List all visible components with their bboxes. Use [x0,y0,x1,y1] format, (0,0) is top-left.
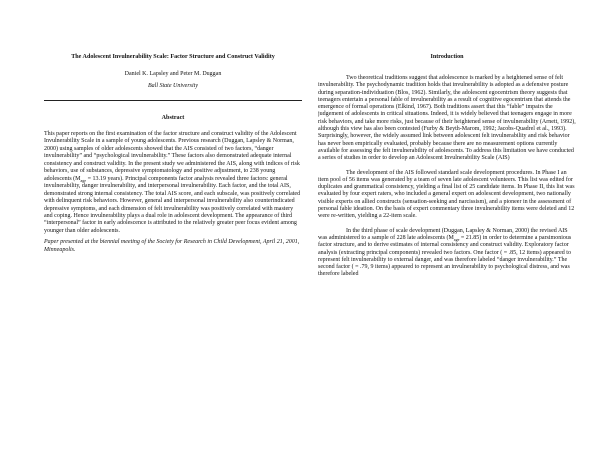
introduction-heading: Introduction [430,54,464,60]
left-page [44,0,302,464]
abstract-text [44,131,302,235]
right-page [318,0,576,464]
affiliation: Ball State University [148,83,198,89]
paper-title: The Adolescent Invulnerability Scale: Factor Structure and Construct Validity [71,54,275,60]
abstract-heading: Abstract [161,115,185,121]
intro-paragraph-1: Two theoretical traditions suggest that adolescence is marked by a heightened sense of felt invulnerability. The psychodynamic tradition holds that invulnerability is adopted as a defensive posture during separation-individuation (Blos, 1962). Similarly, the adolescent egocentrism theory suggests that teenagers entertain a personal fable of invulnerability as a result of cognitive egocentrism that attends the emergence of formal operations (Elkind, 1967). Both traditions assert that this “fable” impairs the judgement of adolescents in critical situations. Indeed, it is widely believed that teenagers engage in more risk behaviors, and take more risks, just because of their heightened sense of invulnerability (Arnett, 1992), although this view has also been contested (Furby & Beyth-Marom, 1992; Jacobs-Quadrel et al., 1993). Surprisingly, however, the widely assumed link between adolescent felt invulnerability and risk behavior has never been empirically evaluated, probably because there are no measurement options currently available for assessing the felt invulnerability of adolescents. To address this limitation we have conducted a series of studies in order to develop an Adolescent Invulnerability Scale (AIS) [318,75,576,162]
para3-part-b: = 21.85) in order to determine a parsimonious factor structure, and to derive estimates of internal consistency and construct validity. Exploratory factor analysis (extracting principal components) revealed two factors. One factor ( = .85, 12 items) appeared to represent felt invulnerability to external danger, and was therefore labeled “danger invulnerability.” The second factor ( = .79, 9 items) appeared to represent an invulnerability to psychological distress, and was therefore labeled [318,234,572,278]
abstract-text-part-a: This paper reports on the first examination of the factor structure and construct validity of the Adolescent Invulnerability Scale in a sample of young adolescents. Previous research (Duggan, Lapsley & Norman, 2000) using samples of older adolescents showed that the AIS consisted of two factors, “danger invulnerability” and “psychological invulnerability.” These factors also demonstrated adequate internal consistency and construct validity. In the present study we administered the AIS, along with indices of risk behaviors, use of substances, depressive symptomatology and positive adjustment, to 238 young adolescents (M [44,131,300,182]
abstract-text-part-b: = 13.19 years). Principal components factor analysis revealed three factors: general invulnerability, danger invulnerability, and interpersonal invulnerability. Each factor, and the total AIS, demonstrated strong internal consistency. The total AIS score, and each subscale, was positively correlated with delinquent risk behaviors. However, general and interpersonal invulnerability also counterindicated depressive symptoms, and each dimension of felt invulnerability was positively correlated with mastery and coping. Hence invulnerability plays a dual role in adolescent development. The appearance of third “interpersonal” factor in early adolescence is attributed to the relatively greater peer focus evident among younger than older adolescents. [44,175,301,234]
para3-subscript: age [453,237,460,243]
authors: Daniel K. Lapsley and Peter M. Duggan [124,71,222,77]
presentation-note: Paper presented at the biennial meeting of the Society for Research in Child Development, April 21, 2001, Minneapolis. [44,239,300,253]
divider-rule [44,100,302,101]
intro-paragraph-3 [318,228,576,279]
abstract-subscript: age [80,177,87,183]
para3-part-a: In the third phase of scale development (Duggan, Lapsley & Norman, 2000) the revised AIS was administered to a sample of 228 late adolescents (M [318,227,568,241]
intro-paragraph-2: The development of the AIS followed standard scale development procedures. In Phase I an item pool of 56 items was generated by a team of seven late adolescent volunteers. This list was edited for duplicates and grammatical consistency, yielding a final list of 25 candidate items. In Phase II, this list was evaluated by four expert raters, who included a general expert on adolescent development, two nationally visible experts on allied constructs (sensation-seeking and narcissism), and a pioneer in the assessment of personal fable ideation. On the basis of expert commentary three invulnerability items were deleted and 12 were re-written, yielding a 22-item scale. [318,169,575,220]
